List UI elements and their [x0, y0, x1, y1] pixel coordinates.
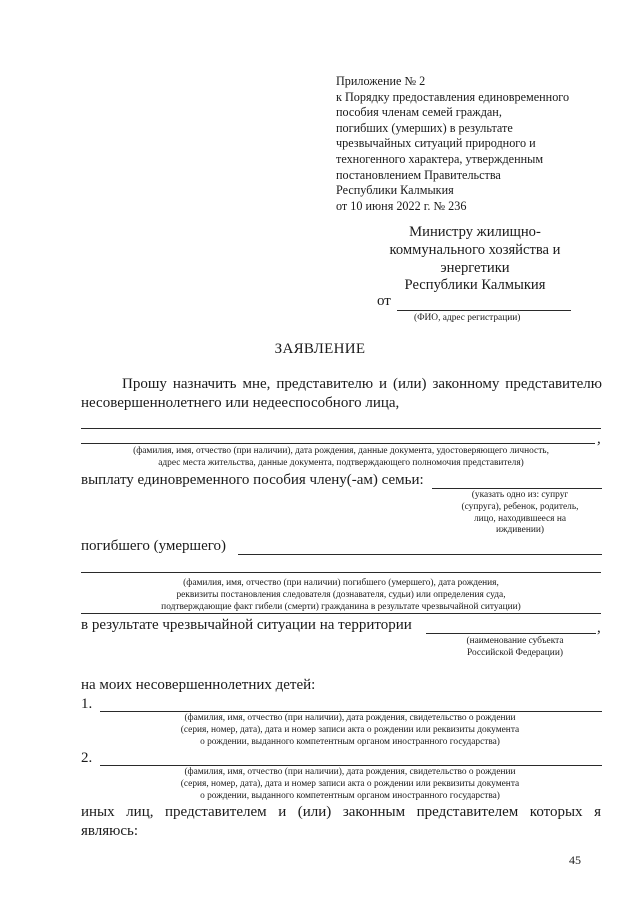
child-2-number: 2. [81, 750, 93, 766]
territory-caption-line: (наименование субъекта [466, 636, 564, 646]
family-member-input-line[interactable] [432, 488, 602, 489]
deceased-input-line-2[interactable] [81, 572, 601, 573]
request-comma: , [597, 431, 601, 447]
territory-input-line[interactable] [426, 633, 596, 634]
child-1-number: 1. [81, 696, 93, 712]
child-caption-line: (фамилия, имя, отчество (при наличии), дата рождения, свидетельство о рождении [184, 767, 516, 777]
deceased-caption-line: реквизиты постановления следователя (дознавателя, судьи) или определения суда, [176, 589, 506, 600]
applicant-caption-line: адрес места жительства, данные документа, подтверждающего полномочия представителя) [158, 457, 524, 468]
territory-caption-line: Российской Федерации) [467, 647, 563, 658]
payment-caption-line: (указать одно из: супруг [471, 490, 569, 500]
document-title: ЗАЯВЛЕНИЕ [274, 341, 366, 357]
other-persons-line-1: иных лиц, представителем и (или) законным представителем которых я [81, 804, 601, 820]
from-caption: (ФИО, адрес регистрации) [414, 313, 521, 323]
payment-caption [440, 490, 600, 537]
payment-caption-line: иждивении) [496, 525, 544, 536]
recipient-line: энергетики [440, 259, 510, 276]
applicant-input-line-2[interactable] [81, 443, 595, 444]
child-caption-line: (серия, номер, дата), дата и номер записи акта о рождении или реквизиты документа [180, 778, 520, 789]
appendix-line: постановлением Правительства [336, 167, 501, 182]
applicant-caption-line: (фамилия, имя, отчество (при наличии), дата рождения, данные документа, удостоверяющего личность, [133, 446, 549, 456]
appendix-line: погибших (умерших) в результате [336, 120, 513, 135]
other-persons-line-2: являюсь: [81, 823, 139, 839]
appendix-line: пособия членам семей граждан, [336, 105, 502, 120]
territory-caption [440, 636, 590, 660]
recipient-block [370, 224, 580, 295]
appendix-line: Приложение № 2 [336, 74, 426, 88]
child-1-caption [100, 713, 600, 748]
deceased-label: погибшего (умершего) [81, 538, 227, 554]
payment-caption-line: (супруга), ребенок, родитель, [461, 501, 579, 512]
deceased-caption [81, 578, 601, 613]
appendix-block [336, 74, 569, 214]
deceased-caption-line: подтверждающие факт гибели (смерти) гражданина в результате чрезвычайной ситуации) [161, 601, 521, 612]
child-2-input-line[interactable] [100, 765, 602, 766]
child-caption-line: (фамилия, имя, отчество (при наличии), дата рождения, свидетельство о рождении [184, 713, 516, 723]
appendix-line: техногенного характера, утвержденным [336, 151, 544, 166]
from-label: от [377, 293, 391, 309]
recipient-line: Министру жилищно- [409, 224, 541, 240]
appendix-line: к Порядку предоставления единовременного [336, 89, 570, 104]
request-line-2: несовершеннолетнего или недееспособного лица, [81, 395, 400, 411]
territory-comma: , [597, 620, 601, 636]
applicant-input-line-1[interactable] [81, 428, 601, 429]
deceased-underline [81, 613, 601, 614]
appendix-line: от 10 июня 2022 г. № 236 [336, 198, 467, 213]
deceased-input-line-1[interactable] [238, 554, 602, 555]
payment-label: выплату единовременного пособия члену(-ам) семьи: [81, 472, 424, 488]
child-2-caption [100, 767, 600, 802]
from-input-line[interactable] [397, 310, 571, 311]
child-caption-line: о рождении, выданного компетентным органом иностранного государства) [200, 736, 500, 747]
recipient-line: Республики Калмыкия [404, 277, 546, 294]
territory-label: в результате чрезвычайной ситуации на территории [81, 617, 412, 633]
recipient-line: коммунального хозяйства и [389, 241, 561, 258]
appendix-line: чрезвычайных ситуаций природного и [336, 136, 536, 151]
appendix-line: Республики Калмыкия [336, 183, 454, 198]
page-number: 45 [569, 853, 581, 867]
request-line-1: Прошу назначить мне, представителю и (или) законному представителю [122, 376, 602, 392]
applicant-caption [81, 446, 601, 470]
child-1-input-line[interactable] [100, 711, 602, 712]
child-caption-line: (серия, номер, дата), дата и номер записи акта о рождении или реквизиты документа [180, 724, 520, 735]
child-caption-line: о рождении, выданного компетентным органом иностранного государства) [200, 790, 500, 801]
payment-caption-line: лицо, находившееся на [474, 513, 566, 524]
children-label: на моих несовершеннолетних детей: [81, 677, 316, 693]
deceased-caption-line: (фамилия, имя, отчество (при наличии) погибшего (умершего), дата рождения, [183, 578, 499, 588]
